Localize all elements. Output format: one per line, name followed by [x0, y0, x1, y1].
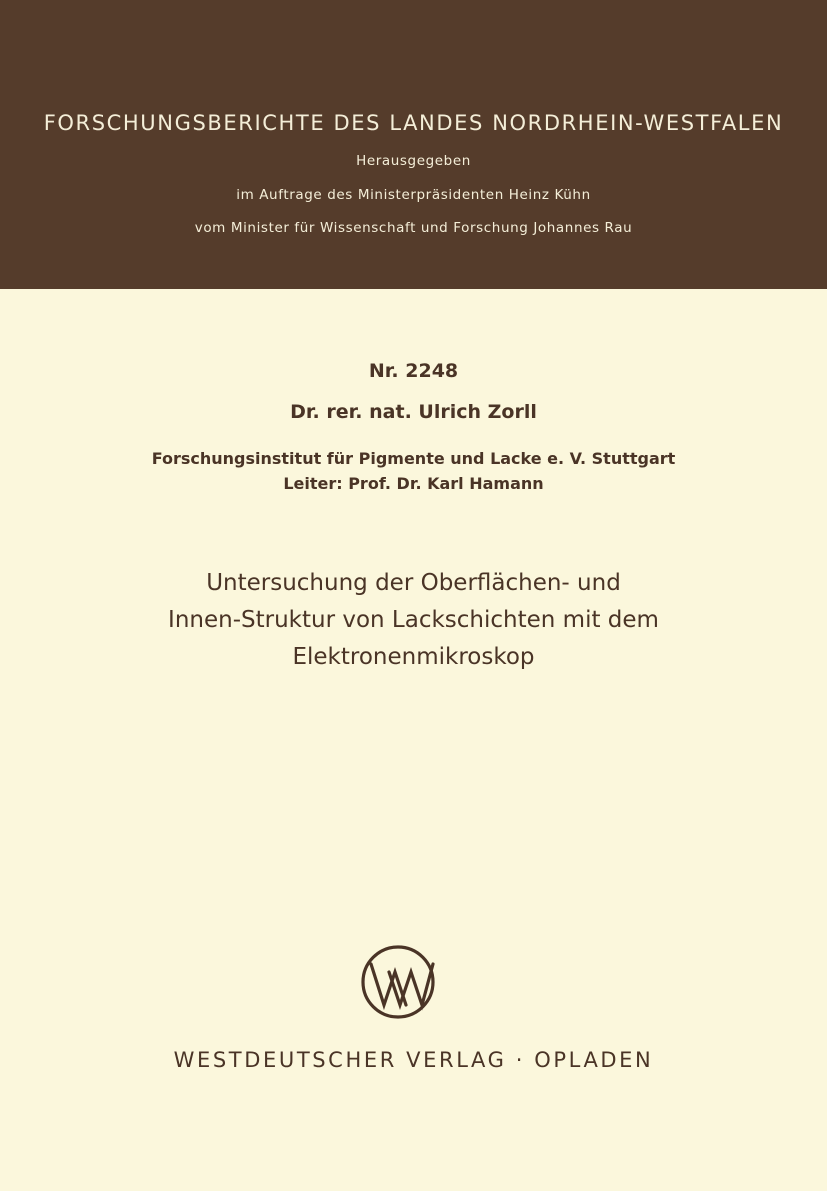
editor-line: Herausgegeben	[356, 153, 471, 169]
book-title-line-1: Untersuchung der Oberflächen- und	[206, 570, 621, 596]
book-title-line-2: Innen-Struktur von Lackschichten mit dem	[168, 607, 659, 633]
westdeutscher-verlag-logo-icon	[358, 942, 438, 1022]
report-number: Nr. 2248	[368, 360, 459, 382]
publisher-name: WESTDEUTSCHER VERLAG · OPLADEN	[173, 1048, 654, 1072]
institute-leader: Leiter: Prof. Dr. Karl Hamann	[283, 474, 544, 493]
commission-line: im Auftrage des Ministerpräsidenten Heinz Kühn	[236, 187, 591, 203]
series-title: FORSCHUNGSBERICHTE DES LANDES NORDRHEIN-WESTFALEN	[43, 111, 784, 135]
author-name: Dr. rer. nat. Ulrich Zorll	[290, 401, 537, 423]
book-title	[0, 565, 827, 676]
book-title-line-3: Elektronenmikroskop	[292, 644, 535, 670]
minister-line: vom Minister für Wissenschaft und Forschung Johannes Rau	[194, 220, 633, 236]
header-band	[0, 0, 827, 289]
institute-name: Forschungsinstitut für Pigmente und Lacke e. V. Stuttgart	[151, 449, 676, 468]
